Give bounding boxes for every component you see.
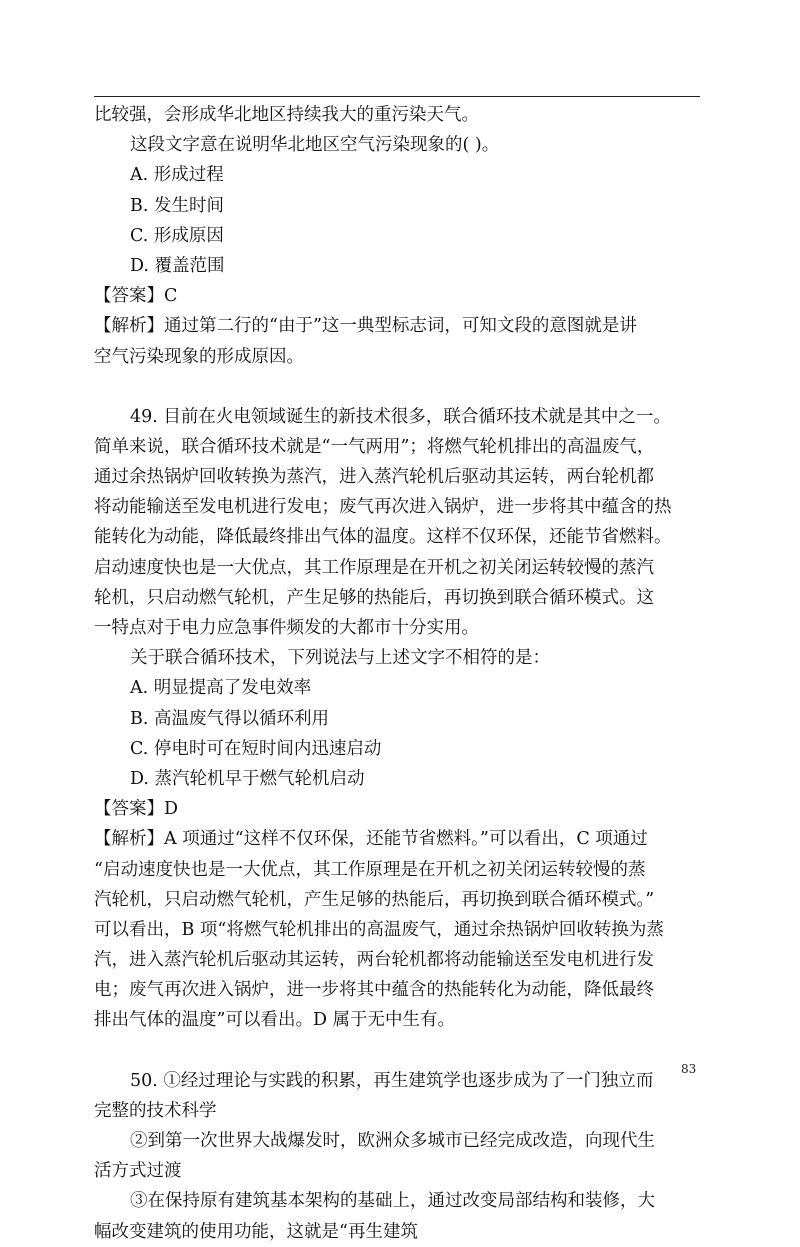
spacer bbox=[94, 1036, 706, 1066]
q49-option-d: D. 蒸汽轮机早于燃气轮机启动 bbox=[130, 768, 365, 789]
q49-analysis-line: 汽轮机，只启动燃气轮机，产生足够的热能后，再切换到联合循环模式。” bbox=[94, 889, 655, 910]
page-content bbox=[94, 100, 706, 1247]
q49-stem: 关于联合循环技术，下列说法与上述文字不相符的是： bbox=[130, 648, 550, 669]
question-50 bbox=[94, 1066, 706, 1247]
continuation-line: 比较强，会形成华北地区持续我大的重污染天气。 bbox=[94, 105, 479, 125]
q49-passage-line: 通过余热锅炉回收转换为蒸汽，进入蒸汽轮机后驱动其运转，两台轮机都 bbox=[94, 467, 654, 488]
q48-analysis-line: 【解析】通过第二行的“由于”这一典型标志词，可知文段的意图就是讲 bbox=[94, 316, 637, 337]
q49-analysis-line: 可以看出，B 项“将燃气轮机排出的高温废气，通过余热锅炉回收转换为蒸 bbox=[94, 919, 664, 940]
q50-line: 幅改变建筑的使用功能，这就是“再生建筑 bbox=[94, 1221, 418, 1242]
q49-analysis-line: “启动速度快也是一大优点，其工作原理是在开机之初关闭运转较慢的蒸 bbox=[94, 859, 646, 880]
q48-option-c: C. 形成原因 bbox=[130, 225, 224, 246]
q50-line: ②到第一次世界大战爆发时，欧洲众多城市已经完成改造，向现代生 bbox=[130, 1131, 655, 1151]
question-48 bbox=[94, 130, 706, 372]
q48-stem: 这段文字意在说明华北地区空气污染现象的( )。 bbox=[130, 135, 500, 156]
header-rule bbox=[94, 96, 700, 97]
q50-line: 完整的技术科学 bbox=[94, 1100, 217, 1121]
page-number: 83 bbox=[681, 1062, 697, 1076]
q48-answer: 【答案】C bbox=[94, 286, 178, 307]
q49-option-c: C. 停电时可在短时间内迅速启动 bbox=[130, 738, 382, 759]
q49-analysis-line: 汽，进入蒸汽轮机后驱动其运转，两台轮机都将动能输送至发电机进行发 bbox=[94, 950, 654, 971]
q48-analysis-line: 空气污染现象的形成原因。 bbox=[94, 346, 304, 367]
q49-passage-line: 能转化为动能，降低最终排出气体的温度。这样不仅环保，还能节省燃料。 bbox=[94, 527, 672, 548]
q49-analysis-line: 排出气体的温度”可以看出。D 属于无中生有。 bbox=[94, 1010, 456, 1031]
q49-analysis-line: 【解析】A 项通过“这样不仅环保，还能节省燃料。”可以看出，C 项通过 bbox=[94, 829, 648, 850]
q49-option-b: B. 高温废气得以循环利用 bbox=[130, 708, 329, 729]
q49-passage-line: 启动速度快也是一大优点，其工作原理是在开机之初关闭运转较慢的蒸汽 bbox=[94, 557, 654, 578]
q48-option-a: A. 形成过程 bbox=[130, 165, 224, 186]
q50-line: ③在保持原有建筑基本架构的基础上，通过改变局部结构和装修，大 bbox=[130, 1191, 655, 1212]
q50-line: 活方式过渡 bbox=[94, 1161, 182, 1182]
question-49 bbox=[94, 402, 706, 1036]
q49-answer: 【答案】D bbox=[94, 799, 179, 820]
q49-passage-line: 轮机，只启动燃气轮机，产生足够的热能后，再切换到联合循环模式。这 bbox=[94, 587, 654, 608]
q49-passage-line: 49. 目前在火电领域诞生的新技术很多，联合循环技术就是其中之一。 bbox=[130, 406, 671, 427]
q49-analysis-line: 电；废气再次进入锅炉，进一步将其中蕴含的热能转化为动能，降低最终 bbox=[94, 980, 654, 1001]
spacer bbox=[94, 372, 706, 402]
q48-option-d: D. 覆盖范围 bbox=[130, 255, 225, 276]
q50-line: 50. ①经过理论与实践的积累，再生建筑学也逐步成为了一门独立而 bbox=[130, 1070, 654, 1091]
q49-passage-line: 一特点对于电力应急事件频发的大都市十分实用。 bbox=[94, 618, 479, 638]
q49-option-a: A. 明显提高了发电效率 bbox=[130, 678, 312, 699]
q49-passage-line: 将动能输送至发电机进行发电；废气再次进入锅炉，进一步将其中蕴含的热 bbox=[94, 497, 672, 518]
q48-option-b: B. 发生时间 bbox=[130, 195, 224, 216]
q49-passage-line: 简单来说，联合循环技术就是“一气两用”；将燃气轮机排出的高温废气， bbox=[94, 436, 655, 457]
